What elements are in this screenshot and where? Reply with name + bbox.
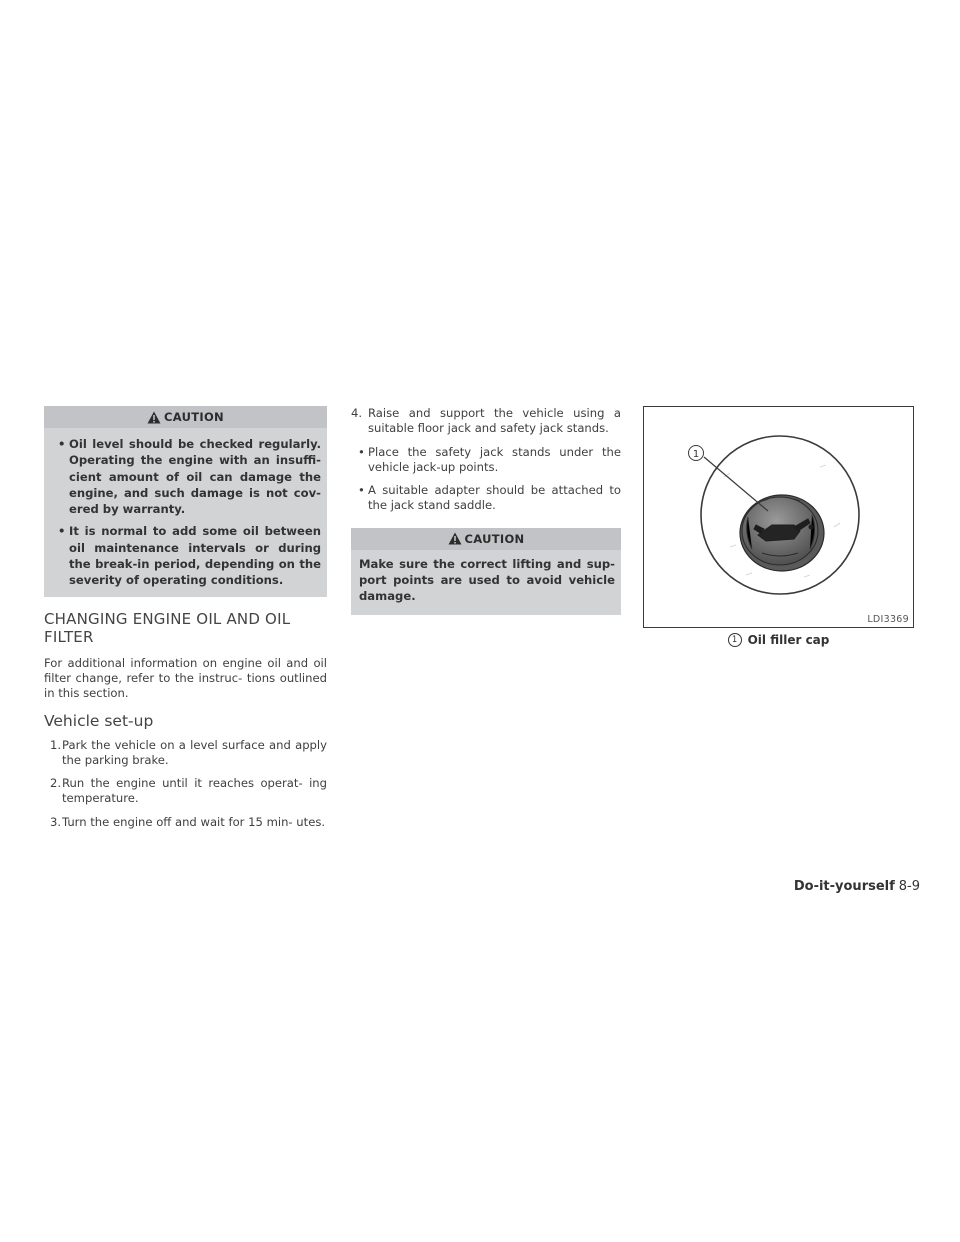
step-number: 4.: [351, 406, 363, 420]
caution-header: [44, 406, 327, 428]
caution-box-lifting: [351, 528, 621, 615]
step-text: Raise and support the vehicle using a suitable floor jack and safety jack stands.: [368, 406, 621, 436]
footer-title: Do-it-yourself: [793, 879, 895, 894]
caution-item: • It is normal to add some oil between oil maintenance intervals or during the break-in period, depending on the severity of operating conditions.: [52, 523, 321, 588]
caution-header: [351, 528, 621, 550]
left-column: [44, 406, 327, 838]
caution-list: [44, 428, 327, 597]
figure-callout: 1: [692, 449, 700, 460]
list-item: [44, 738, 327, 769]
warning-icon: [147, 411, 161, 424]
step-text: Turn the engine off and wait for 15 min- utes.: [62, 814, 326, 829]
caption-number: 1: [728, 633, 742, 647]
oil-filler-cap-figure: [643, 406, 914, 628]
caution-item: • Oil level should be checked regularly. Operating the engine with an insuffi- cient amount of oil can damage the engine, and such damage is not cov- ered by warranty.: [52, 436, 321, 517]
setup-steps-continued: [351, 406, 621, 437]
page-number: 8-9: [898, 879, 920, 894]
list-item: • Place the safety jack stands under the vehicle jack-up points.: [351, 445, 621, 476]
oil-filler-cap-illustration: [644, 407, 913, 627]
page-footer: [794, 879, 920, 894]
right-column: [643, 406, 914, 647]
figure-caption: [643, 633, 914, 647]
step-text: Park the vehicle on a level surface and apply the parking brake.: [62, 737, 327, 767]
list-item: [44, 815, 327, 830]
warning-icon: [448, 532, 462, 545]
caution-box-oil-level: [44, 406, 327, 597]
setup-steps: [44, 738, 327, 830]
section-intro: For additional information on engine oil and oil filter change, refer to the instruc- tions outlined in this section.: [44, 655, 327, 701]
step-text: Run the engine until it reaches operat- ing temperature.: [62, 776, 327, 806]
step-number: 1.: [50, 737, 62, 752]
caption-text: Oil filler cap: [747, 633, 830, 647]
list-item: [44, 776, 327, 807]
figure-code: LDI3369: [867, 614, 909, 625]
subsection-title: Vehicle set-up: [44, 711, 154, 730]
list-item: • A suitable adapter should be attached to the jack stand saddle.: [351, 483, 621, 514]
middle-column: [351, 406, 621, 615]
list-item: [351, 406, 621, 437]
caution-label: CAUTION: [164, 410, 224, 424]
setup-bullets: [351, 445, 621, 514]
section-title: CHANGING ENGINE OIL AND OIL FILTER: [44, 609, 291, 646]
step-number: 2.: [50, 776, 62, 791]
caution-text: Make sure the correct lifting and sup- port points are used to avoid vehicle damage.: [359, 556, 615, 604]
step-number: 3.: [50, 814, 62, 829]
caution-label: CAUTION: [464, 531, 525, 546]
